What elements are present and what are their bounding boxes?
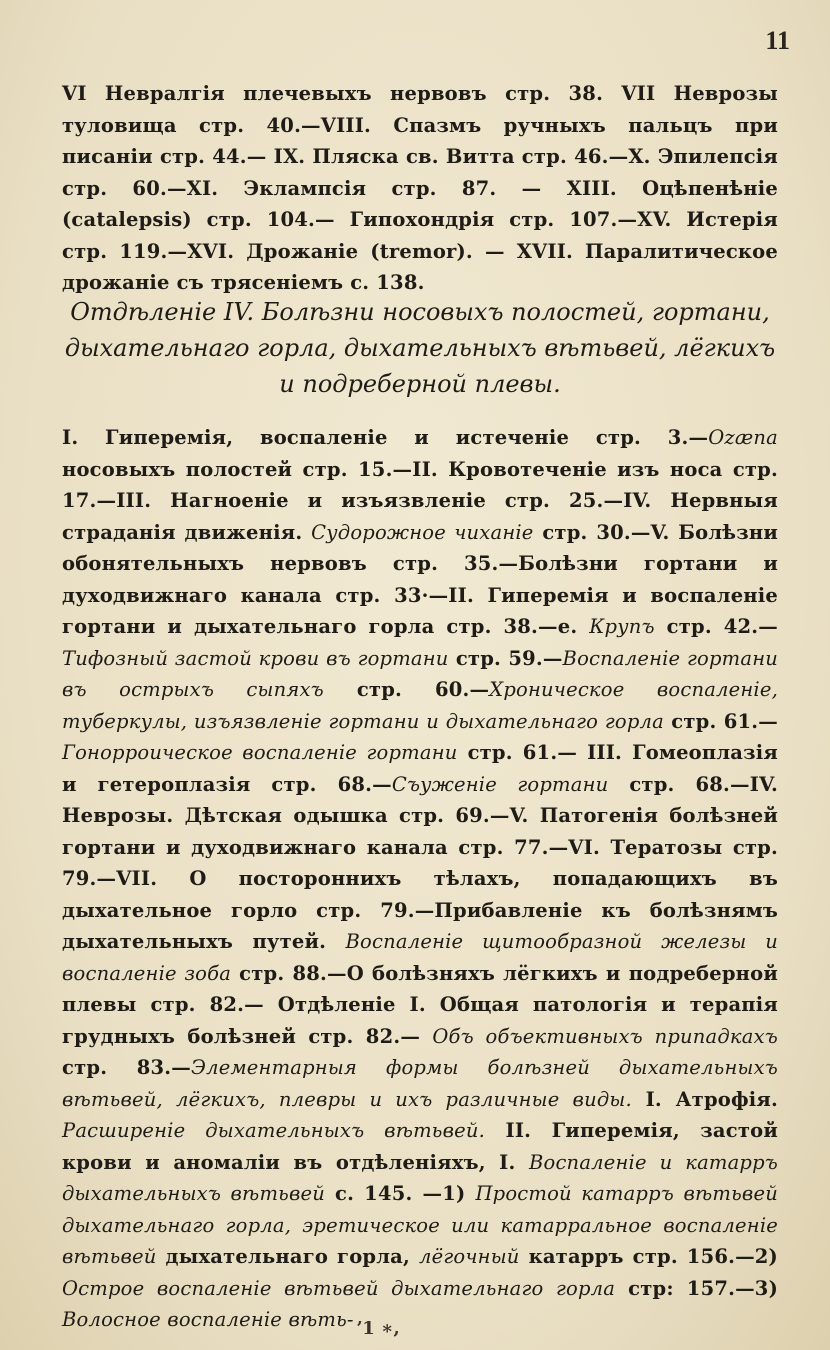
italic-run: Острое воспаленіе вѣтьвей дыхательнаго горла	[62, 1276, 616, 1300]
text-run: VI Невралгія плечевыхъ нервовъ стр. 38. VII Неврозы туловища стр. 40.—VIII. Спазмъ ручныхъ пальцъ при писаніи стр. 44.— IX. Пляска св. Витта стр. 46.—X. Эпилепсія стр. 60.—XI. Эклампсія стр. 87. — XIII. Оцѣпенѣніе (catalepsis) стр. 104.— Гипохондрія стр. 107.—XV. Истерія стр. 119.—XVI. Дрожаніе (tremor). — XVII. Паралитическое дрожаніе съ трясеніемъ с. 138.	[62, 82, 778, 294]
italic-run: Тифозный застой крови въ гортани	[62, 646, 449, 670]
italic-run: Воспаленіе и катарръ дыхательныхъ вѣтьвей	[62, 1150, 778, 1205]
text-run: стр. 68.—IV. Неврозы. Дѣтская одышка стр. 69.—V. Патогенія болѣзней гортани и духодвижнаго канала стр. 77.—VI. Тератозы стр. 79.—VII. О постороннихъ тѣлахъ, попадающихъ въ дыхательное горло стр. 79.—Прибавленіе къ болѣзнямъ дыхательныхъ путей.	[62, 772, 778, 953]
text-run: катарръ стр. 156.—2)	[519, 1245, 778, 1268]
text-run: стр. 61.—	[663, 709, 778, 733]
text-run: стр: 157.—3)	[615, 1276, 778, 1300]
text-run: I. Гиперемія, воспаленіе и истеченіе стр. 3.—	[62, 426, 709, 449]
text-run: носовыхъ полостей стр. 15.—II. Кровотеченіе изъ носа стр. 17.—III. Нагноеніе и изъязвленіе стр. 25.—IV. Нервныя страданія движенія.	[62, 457, 778, 544]
text-run: стр. 42.—	[654, 615, 778, 638]
paragraph-text	[62, 78, 778, 299]
section-heading-line-3: и подреберной плевы.	[279, 370, 561, 398]
italic-run: Судорожное чиханіе	[311, 520, 534, 544]
italic-run: Расширеніе дыхательныхъ вѣтьвей.	[62, 1119, 486, 1142]
text-run: стр. 83.—	[62, 1056, 191, 1079]
italic-run: Воспаленіе гортани въ острыхъ сыпяхъ	[62, 646, 778, 701]
text-run: стр. 61.— III. Гомеоплазія и гетероплазія стр. 68.—	[62, 741, 779, 796]
italic-run: Простой катарръ вѣтьвей дыхательнаго горла, эретическое или катарральное воспаленіе вѣтьвей	[62, 1182, 778, 1268]
text-run: стр. 59.—	[448, 646, 563, 670]
italic-run: Воспаленіе щитообразной железы и воспаленіе зоба	[62, 930, 778, 985]
footer-mark: ʼ1 ∗,	[356, 1318, 400, 1339]
italic-run: Гонорроическое воспаленіе гортани	[62, 741, 458, 764]
section-heading-line-2: дыхательнаго горла, дыхательныхъ вѣтьвей, лёгкихъ	[64, 334, 776, 362]
italic-run: Объ объективныхъ припадкахъ	[432, 1024, 778, 1048]
section-heading-line-1: Отдѣленіе IV. Болѣзни носовыхъ полостей, гортани,	[70, 298, 770, 326]
paragraph-text	[62, 422, 778, 1336]
text-run: стр. 88.—О болѣзняхъ лёгкихъ и подреберной плевы стр. 82.— Отдѣленіе I. Общая патологія и терапія грудныхъ болѣзней стр. 82.—	[62, 961, 779, 1048]
text-run: II. Гиперемія, застой крови и аномаліи въ отдѣленіяхъ, I.	[62, 1119, 778, 1174]
text-run: I. Атрофія.	[631, 1087, 778, 1111]
page-number: 11	[765, 26, 790, 55]
italic-run: лёгочный	[419, 1245, 520, 1268]
section-heading	[62, 294, 778, 402]
text-run: дыхательнаго горла,	[156, 1245, 419, 1268]
italic-run: Волосное воспаленіе вѣть-	[62, 1308, 354, 1331]
text-run: стр. 30.—V. Болѣзни обонятельныхъ нервовъ стр. 35.—Болѣзни гортани и духодвижнаго канала стр. 33·—II. Гиперемія и воспаленіе гортани и дыхательнаго горла стр. 38.—е.	[62, 520, 778, 638]
contents-paragraph-2	[62, 422, 778, 1336]
italic-run: Крупъ	[589, 615, 655, 638]
italic-run: Съуженіе гортани	[391, 772, 609, 796]
italic-run: Хроническое воспаленіе, туберкулы, изъязвленіе гортани и дыхательнаго горла	[62, 678, 779, 733]
italic-run: Ozæna	[708, 426, 778, 449]
text-run: стр. 60.—	[323, 678, 490, 701]
contents-paragraph-1	[62, 78, 778, 299]
text-run: с. 145. —1)	[325, 1182, 476, 1205]
italic-run: Элементарныя формы болѣзней дыхательныхъ вѣтьвей, лёгкихъ, плевры и ихъ различные виды.	[62, 1056, 778, 1111]
